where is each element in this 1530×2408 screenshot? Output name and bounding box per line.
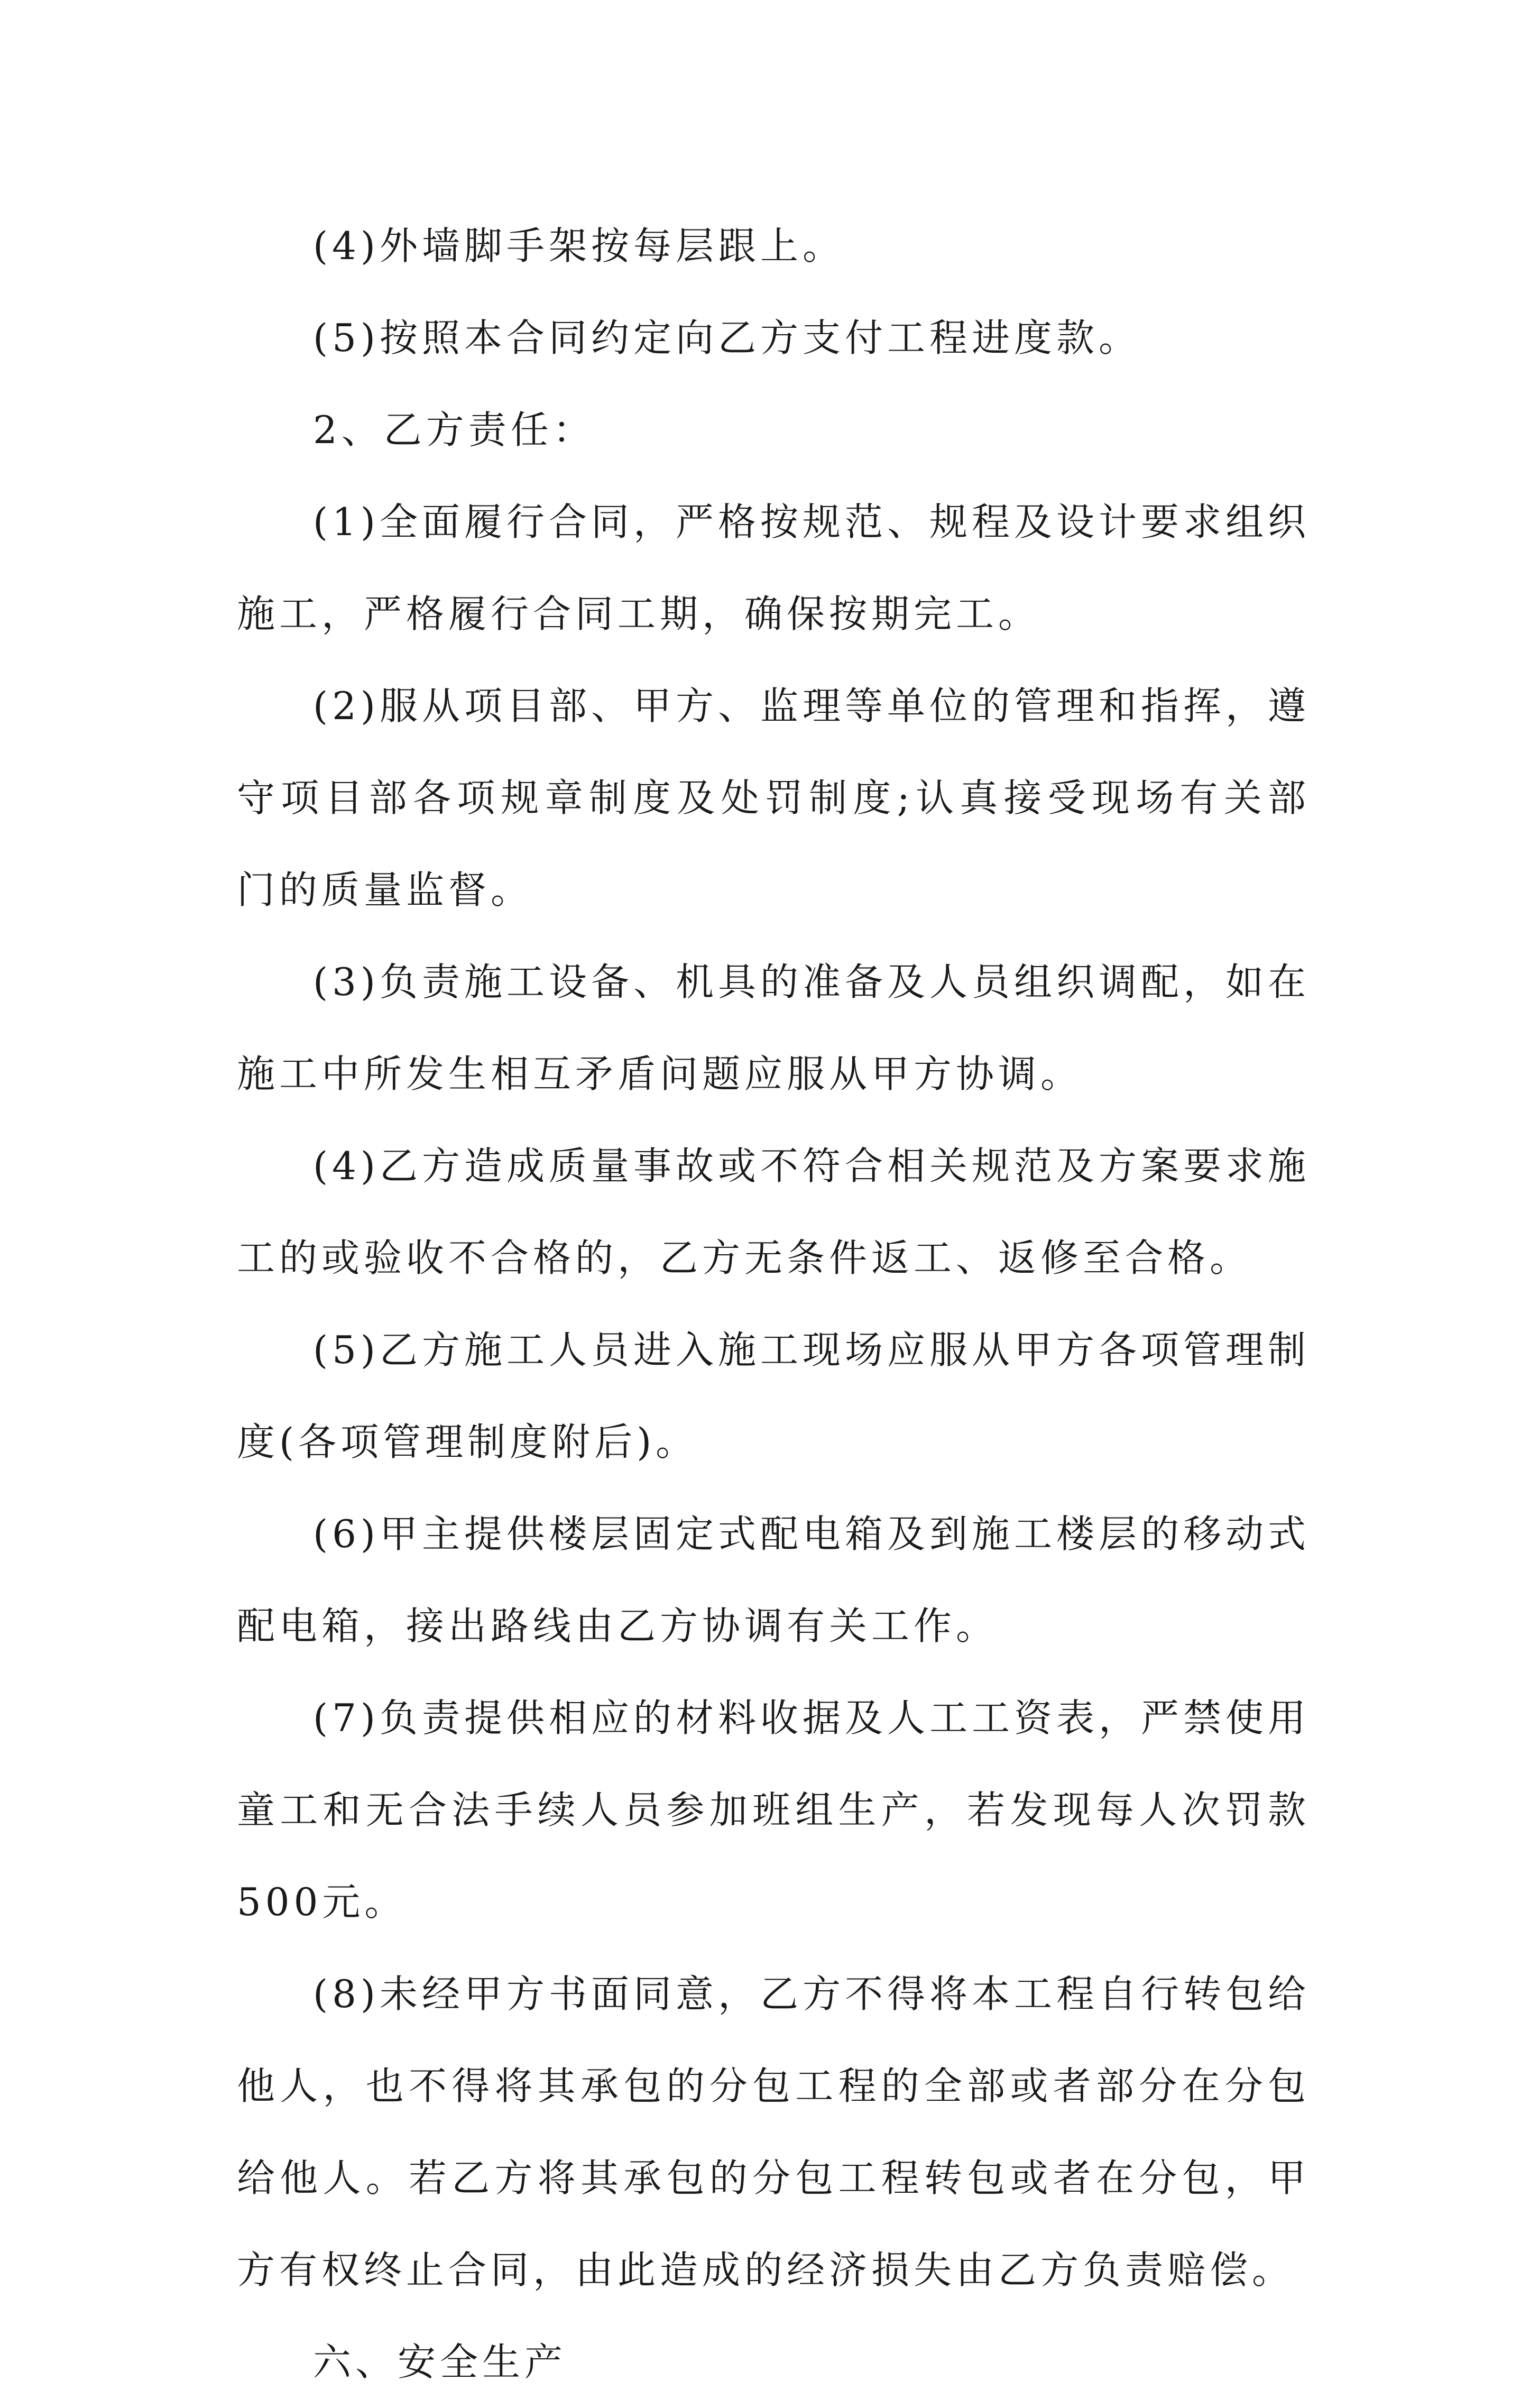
paragraph-party-a-scaffold: (4)外墙脚手架按每层跟上。 [313,224,845,268]
paragraph-party-b-item-6: (6)甲主提供楼层固定式配电箱及到施工楼层的移动式配电箱，接出路线由乙方协调有关工作。 [237,1512,1310,1648]
section-heading-party-b-duties: 2、乙方责任： [313,408,595,452]
paragraph-party-b-item-5: (5)乙方施工人员进入施工现场应服从甲方各项管理制度(各项管理制度附后)。 [237,1328,1310,1464]
paragraph-party-b-item-4: (4)乙方造成质量事故或不符合相关规范及方案要求施工的或验收不合格的，乙方无条件返工、返修至合格。 [237,1144,1310,1280]
paragraph-party-b-item-8: (8)未经甲方书面同意，乙方不得将本工程自行转包给他人，也不得将其承包的分包工程的全部或者部分在分包给他人。若乙方将其承包的分包工程转包或者在分包，甲方有权终止合同，由此造成的经济损失由乙方负责赔偿。 [237,1972,1310,2292]
paragraph-party-b-item-3: (3)负责施工设备、机具的准备及人员组织调配，如在施工中所发生相互矛盾问题应服从甲方协调。 [237,960,1310,1096]
paragraph-party-b-item-2: (2)服从项目部、甲方、监理等单位的管理和指挥，遵守项目部各项规章制度及处罚制度;认真接受现场有关部门的质量监督。 [237,684,1310,912]
paragraph-party-b-item-1: (1)全面履行合同，严格按规范、规程及设计要求组织施工，严格履行合同工期，确保按期完工。 [237,500,1310,636]
section-heading-safety: 六、安全生产 [313,2340,567,2384]
document-body [237,200,1310,2408]
paragraph-party-a-payment: (5)按照本合同约定向乙方支付工程进度款。 [313,316,1141,360]
paragraph-party-b-item-7: (7)负责提供相应的材料收据及人工工资表，严禁使用童工和无合法手续人员参加班组生产，若发现每人次罚款500元。 [237,1696,1310,1924]
